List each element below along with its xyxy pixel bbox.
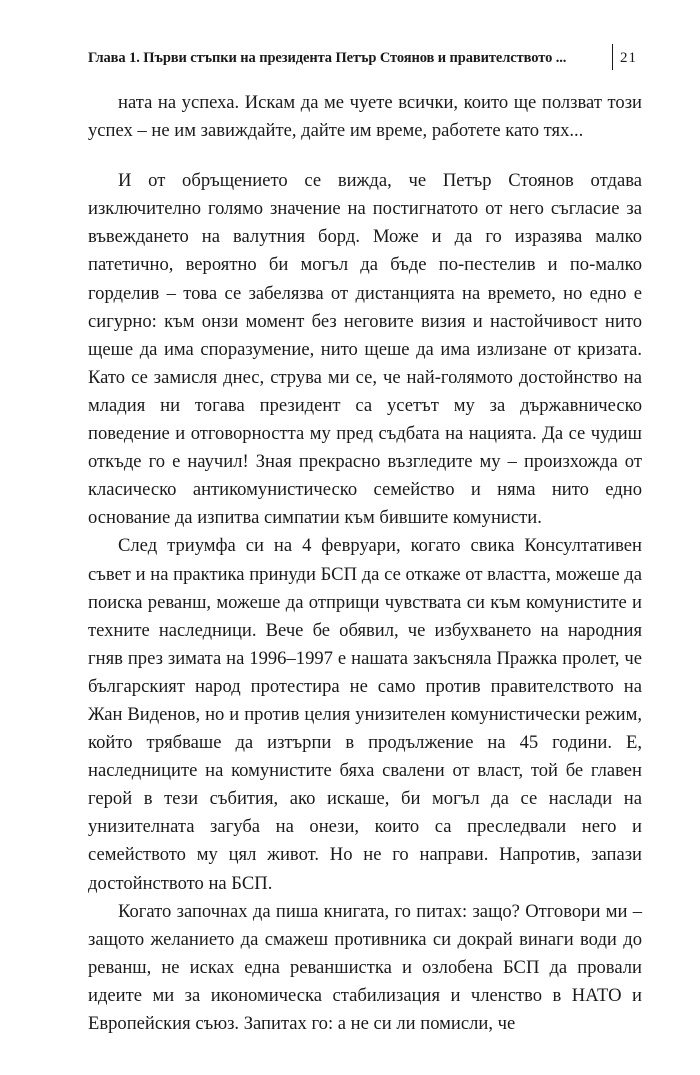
body-text — [88, 89, 642, 1038]
chapter-title: Глава 1. Първи стъпки на президента Петър Стоянов и правителството ... — [88, 50, 567, 66]
page-number: 21 — [620, 50, 637, 66]
paragraph: И от обръщението се вижда, че Петър Стоянов отдава изключително голямо значение на постигнатото от него съгласие за въвеждането на валутния борд. Може и да го изразява малко патетично, вероятно би могъл да бъде по-пестелив и по-малко горделив – това се забелязва от дистанцията на времето, но едно е сигурно: към онзи момент без неговите визия и настойчивост нито щеше да има споразумение, нито щеше да има излизане от кризата. Като се замисля днес, струва ми се, че най-голямото достойнство на младия ни тогава президент са усетът му за държавническо поведение и отговорността му пред съдбата на нацията. Да се чудиш откъде го е научил! Зная прекрасно възгледите му – произхожда от класическо антикомунистическо семейство и няма нито едно основание да изпитва симпатии към бившите комунисти. — [88, 170, 642, 529]
paragraph-quote-end: ната на успеха. Искам да ме чуете всички, които ще ползват този успех – не им завиждайте, дайте им време, работете като тях... — [88, 92, 642, 142]
running-header — [88, 44, 648, 74]
paragraph: След триумфа си на 4 февруари, когато свика Консултативен съвет и на практика принуди БСП да се откаже от властта, можеше да поиска реванш, можеше да отприщи чувствата си към комунистите и техните наследници. Вече бе обявил, че избухването на народния гняв през зимата на 1996–1997 е нашата закъсняла Пражка пролет, че българският народ протестира не само против правителството на Жан Виденов, но и против целия унизителен комунистически режим, който трябваше да изтърпи в продължение на 45 години. Е, наследниците на комунистите бяха свалени от власт, той бе главен герой в тези събития, ако искаше, би могъл да се наслади на унизителната загуба на онези, които са преследвали него и семейството му цял живот. Но не го направи. Напротив, запази достойнството на БСП. — [88, 535, 642, 894]
header-divider — [612, 44, 613, 70]
paragraph: Когато започнах да пиша книгата, го питах: защо? Отговори ми – защото желанието да смажеш противника си докрай винаги води до реванш, не исках една реваншистка и озлобена БСП да провали идеите ми за икономическа стабилизация и членство в НАТО и Европейския съюз. Запитах го: а не си ли помисли, че — [88, 900, 642, 1034]
